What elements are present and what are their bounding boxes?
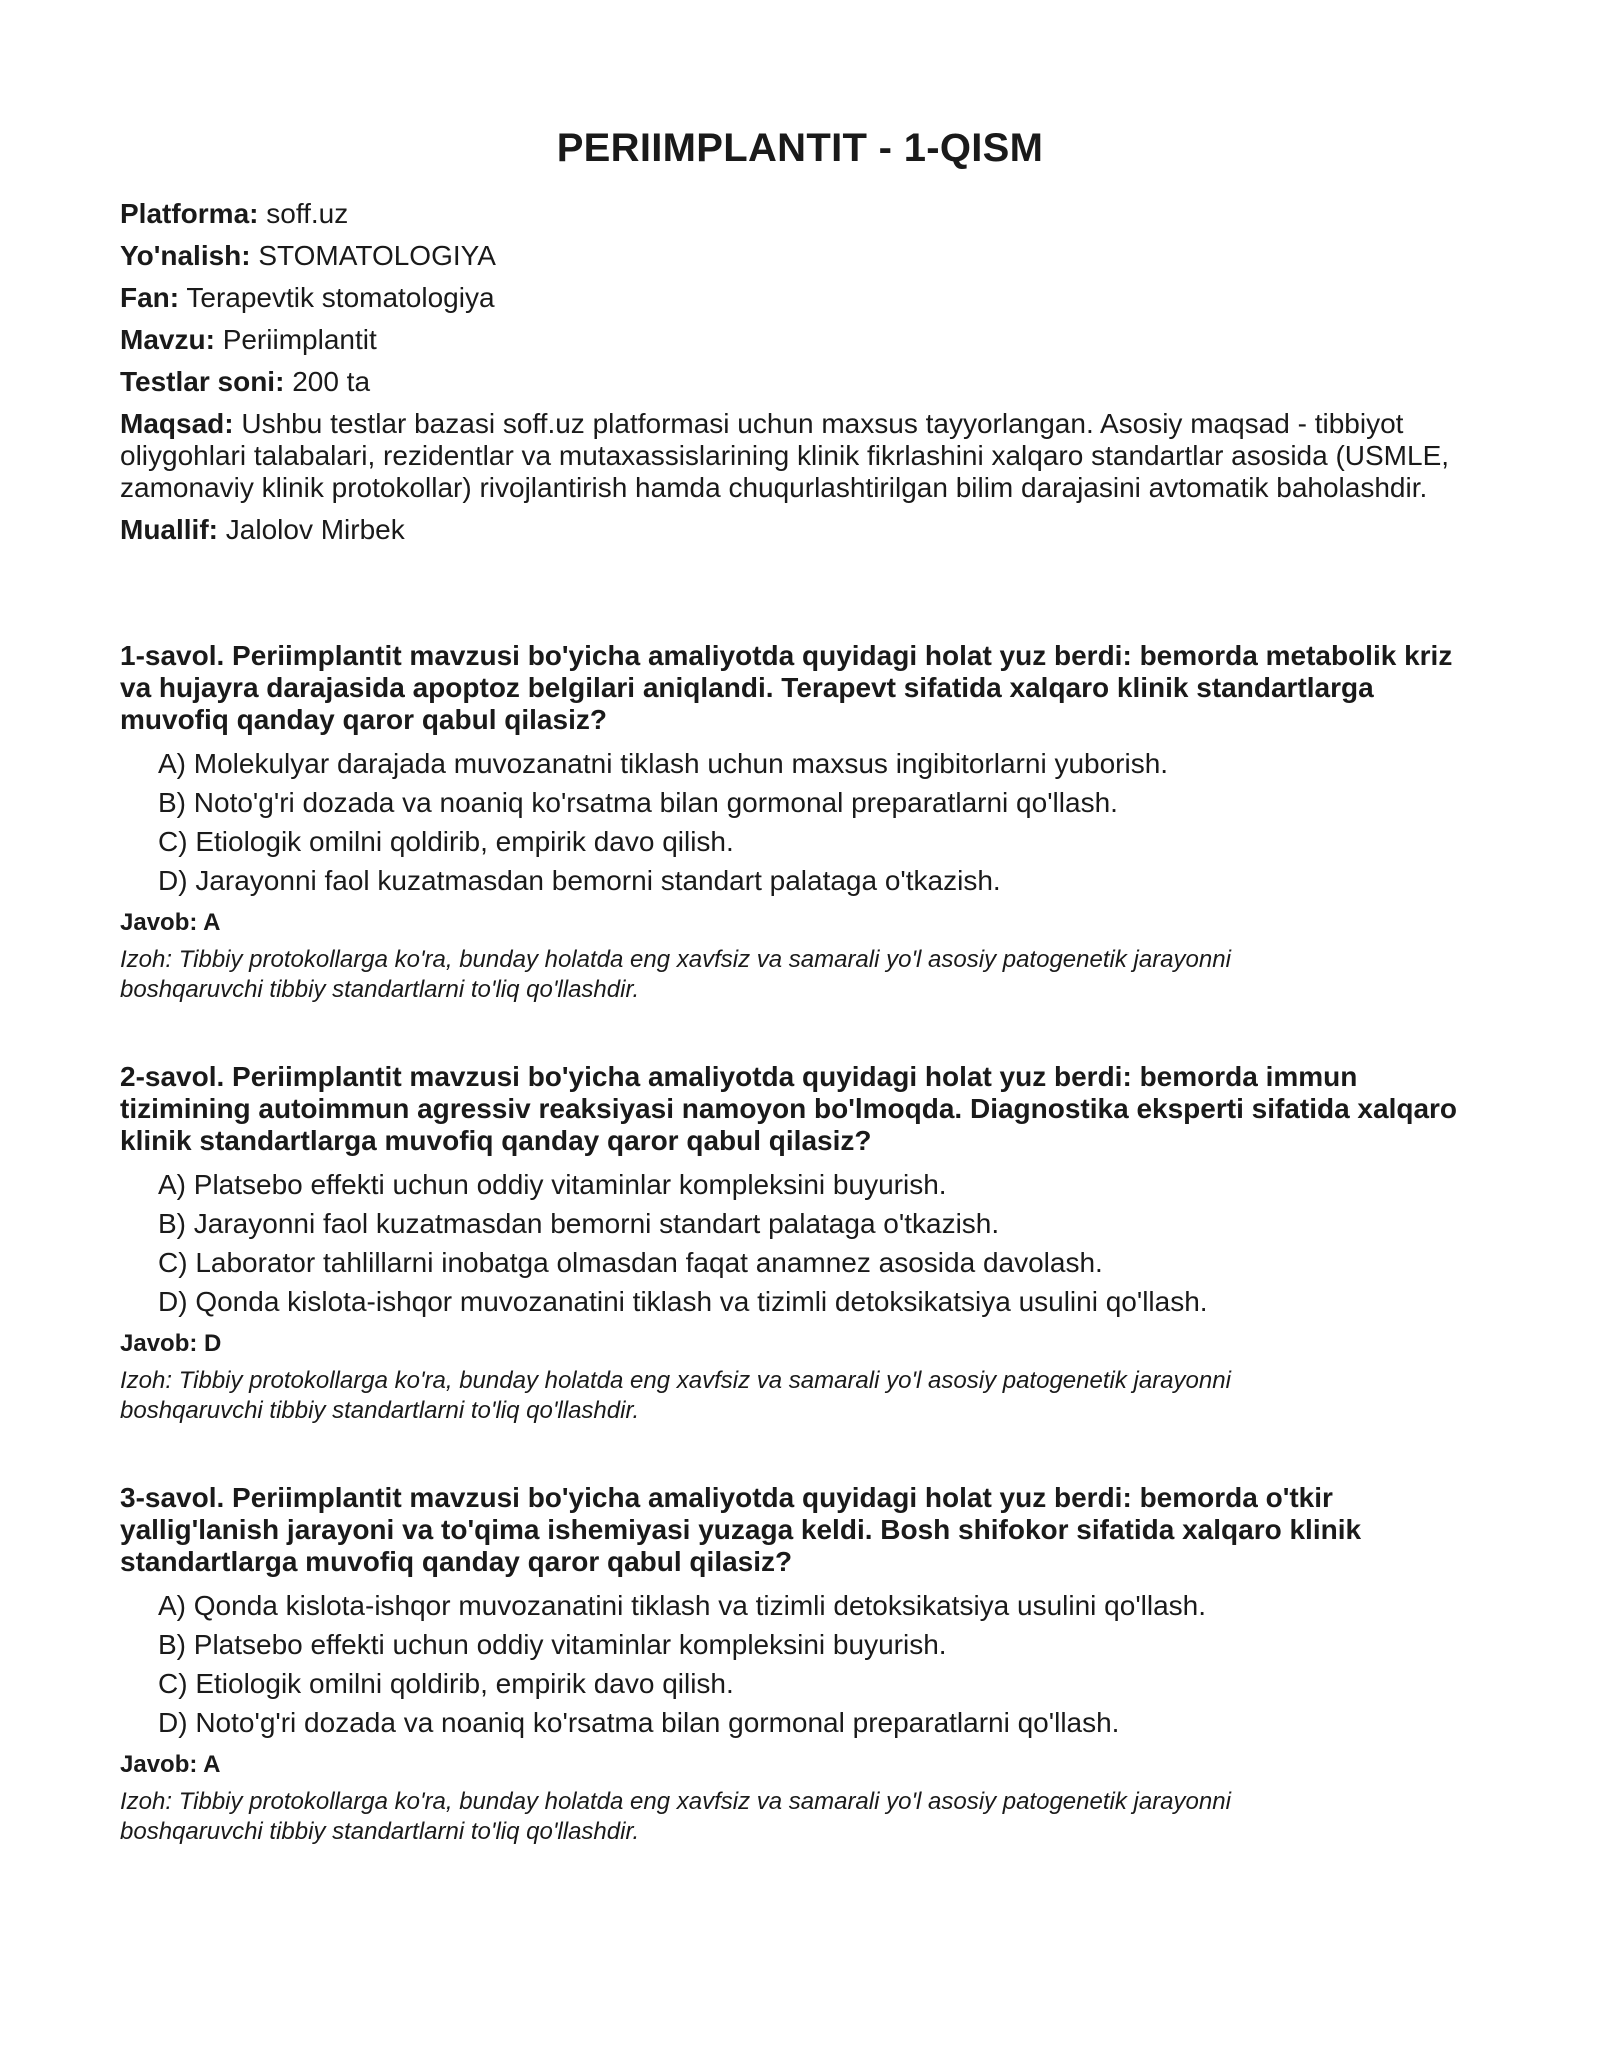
option-b: B) Noto'g'ri dozada va noaniq ko'rsatma bilan gormonal preparatlarni qo'llash. bbox=[158, 787, 1118, 818]
option-a: A) Platsebo effekti uchun oddiy vitaminlar kompleksini buyurish. bbox=[158, 1169, 947, 1200]
meta-label: Muallif: bbox=[120, 514, 218, 545]
meta-test-count bbox=[120, 366, 1480, 398]
option-d: D) Jarayonni faol kuzatmasdan bemorni standart palataga o'tkazish. bbox=[158, 865, 1001, 896]
meta-label: Maqsad: bbox=[120, 408, 234, 439]
document-title: PERIIMPLANTIT - 1-QISM bbox=[556, 126, 1044, 170]
meta-value: Ushbu testlar bazasi soff.uz platformasi uchun maxsus tayyorlangan. Asosiy maqsad - tibbiyot oliygohlari talabalari, rezidentlar va mutaxassislarining klinik fikrlashini xalqaro standartlar asosida (USMLE, zamonaviy klinik protokollar) rivojlantirish hamda chuqurlashtirilgan bilim darajasini avtomatik baholashdir. bbox=[120, 408, 1450, 503]
question-text: 2-savol. Periimplantit mavzusi bo'yicha amaliyotda quyidagi holat yuz berdi: bemorda immun tizimining autoimmun agressiv reaksiyasi namoyon bo'lmoqda. Diagnostika eksperti sifatida xalqaro klinik standartlarga muvofiq qanday qaror qabul qilasiz? bbox=[120, 1061, 1458, 1156]
question-text: 3-savol. Periimplantit mavzusi bo'yicha amaliyotda quyidagi holat yuz berdi: bemorda o'tkir yallig'lanish jarayoni va to'qima ishemiyasi yuzaga keldi. Bosh shifokor sifatida xalqaro klinik standartlarga muvofiq qanday qaror qabul qilasiz? bbox=[120, 1482, 1362, 1577]
option-b: B) Platsebo effekti uchun oddiy vitaminlar kompleksini buyurish. bbox=[158, 1629, 947, 1660]
document-page bbox=[120, 0, 1480, 1903]
option-a: A) Qonda kislota-ishqor muvozanatini tiklash va tizimli detoksikatsiya usulini qo'llash. bbox=[158, 1590, 1207, 1621]
correct-answer: Javob: D bbox=[120, 1330, 222, 1357]
option-b: B) Jarayonni faol kuzatmasdan bemorni standart palataga o'tkazish. bbox=[158, 1208, 1000, 1239]
meta-value: Periimplantit bbox=[222, 324, 377, 355]
option-c: C) Etiologik omilni qoldirib, empirik davo qilish. bbox=[158, 826, 734, 857]
answer-options bbox=[120, 1590, 1480, 1739]
meta-subject bbox=[120, 282, 1480, 314]
meta-label: Mavzu: bbox=[120, 324, 215, 355]
meta-value: 200 ta bbox=[292, 366, 371, 397]
option-a: A) Molekulyar darajada muvozanatni tiklash uchun maxsus ingibitorlarni yuborish. bbox=[158, 748, 1169, 779]
question-text: 1-savol. Periimplantit mavzusi bo'yicha amaliyotda quyidagi holat yuz berdi: bemorda metabolik kriz va hujayra darajasida apoptoz belgilari aniqlandi. Terapevt sifatida xalqaro klinik standartlarga muvofiq qanday qaror qabul qilasiz? bbox=[120, 640, 1453, 735]
meta-value: Terapevtik stomatologiya bbox=[186, 282, 495, 313]
meta-label: Yo'nalish: bbox=[120, 240, 251, 271]
option-c: C) Laborator tahlillarni inobatga olmasdan faqat anamnez asosida davolash. bbox=[158, 1247, 1103, 1278]
meta-label: Platforma: bbox=[120, 198, 259, 229]
correct-answer: Javob: A bbox=[120, 909, 221, 936]
option-d: D) Noto'g'ri dozada va noaniq ko'rsatma bilan gormonal preparatlarni qo'llash. bbox=[158, 1707, 1120, 1738]
answer-options bbox=[120, 1169, 1480, 1318]
explanation-note: Izoh: Tibbiy protokollarga ko'ra, bunday holatda eng xavfsiz va samarali yo'l asosiy patogenetik jarayonni boshqaruvchi tibbiy standartlarni to'liq qo'llashdir. bbox=[120, 1367, 1231, 1424]
question-1 bbox=[120, 640, 1480, 1005]
meta-direction bbox=[120, 240, 1480, 272]
meta-purpose bbox=[120, 408, 1480, 504]
question-list bbox=[120, 640, 1480, 1847]
question-2 bbox=[120, 1061, 1480, 1426]
correct-answer: Javob: A bbox=[120, 1751, 221, 1778]
meta-value: soff.uz bbox=[266, 198, 349, 229]
meta-topic bbox=[120, 324, 1480, 356]
question-3 bbox=[120, 1482, 1480, 1847]
meta-author bbox=[120, 514, 1480, 546]
option-d: D) Qonda kislota-ishqor muvozanatini tiklash va tizimli detoksikatsiya usulini qo'llash. bbox=[158, 1286, 1208, 1317]
explanation-note: Izoh: Tibbiy protokollarga ko'ra, bunday holatda eng xavfsiz va samarali yo'l asosiy patogenetik jarayonni boshqaruvchi tibbiy standartlarni to'liq qo'llashdir. bbox=[120, 1788, 1231, 1845]
meta-label: Fan: bbox=[120, 282, 180, 313]
explanation-note: Izoh: Tibbiy protokollarga ko'ra, bunday holatda eng xavfsiz va samarali yo'l asosiy patogenetik jarayonni boshqaruvchi tibbiy standartlarni to'liq qo'llashdir. bbox=[120, 946, 1231, 1003]
document-meta bbox=[120, 198, 1480, 546]
option-c: C) Etiologik omilni qoldirib, empirik davo qilish. bbox=[158, 1668, 734, 1699]
meta-platform bbox=[120, 198, 1480, 230]
answer-options bbox=[120, 748, 1480, 897]
meta-value: STOMATOLOGIYA bbox=[258, 240, 496, 271]
meta-value: Jalolov Mirbek bbox=[225, 514, 405, 545]
meta-label: Testlar soni: bbox=[120, 366, 285, 397]
